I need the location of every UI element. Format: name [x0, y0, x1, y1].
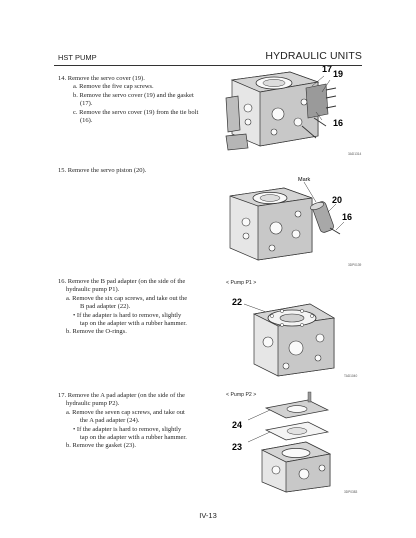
figure-a-pad-adapter — [226, 390, 358, 494]
step-line: b. Remove the O-rings. — [66, 328, 127, 336]
step-line: tap on the adapter with a rubber hammer. — [80, 320, 187, 328]
step-14 — [58, 75, 213, 125]
step-line: 14. Remove the servo cover (19). — [58, 75, 145, 82]
pump-p1-drawing — [226, 278, 358, 378]
step-line: hydraulic pump P1). — [66, 286, 120, 294]
step-line: 17. Remove the A pad adapter (on the side of the — [58, 392, 185, 399]
figure-servo-piston — [220, 168, 360, 268]
callout-16: 16 — [333, 118, 344, 128]
step-line: the A pad adapter (24). — [80, 417, 140, 425]
figure-caption: < Pump P2 > — [226, 392, 257, 398]
callout-17: 17 — [322, 66, 333, 74]
figure-servo-cover — [218, 66, 362, 158]
pump-housing-drawing — [220, 168, 360, 268]
callout-20: 20 — [332, 195, 343, 205]
callout-16: 16 — [342, 212, 353, 222]
step-line: c. Remove the servo cover (19) from the tie bolt — [73, 108, 199, 116]
chapter-title: HYDRAULIC UNITS — [265, 50, 362, 62]
page-number: IV-13 — [199, 511, 217, 520]
step-16 — [58, 278, 213, 337]
section-title: HST PUMP — [58, 53, 97, 62]
figure-id: 3DP0383 — [344, 490, 358, 494]
step-line: a. Remove the six cap screws, and take out the — [66, 294, 188, 302]
figure-id: 3AD1314 — [348, 152, 362, 156]
figure-caption: < Pump P1 > — [226, 280, 257, 286]
step-line: b. Remove the gasket (23). — [66, 442, 137, 450]
figure-id: TAD1040 — [344, 374, 358, 378]
callout-24: 24 — [232, 420, 243, 430]
figure-b-pad-adapter — [226, 278, 358, 378]
step-line: hydraulic pump P2). — [66, 400, 120, 408]
step-line: a. Remove the seven cap screws, and take out — [66, 408, 185, 416]
step-line: b. Remove the servo cover (19) and the gasket — [73, 91, 194, 99]
step-line: • If the adapter is hard to remove, slightly — [73, 425, 182, 433]
callout-19: 19 — [333, 69, 344, 79]
step-17 — [58, 392, 213, 451]
pump-p2-drawing — [226, 390, 358, 494]
mark-label: Mark — [298, 177, 311, 183]
page-header — [54, 49, 362, 64]
step-line: 15. Remove the servo piston (20). — [58, 167, 147, 174]
step-line: tap on the adapter with a rubber hammer. — [80, 434, 187, 442]
callout-22: 22 — [232, 297, 243, 307]
step-15 — [58, 167, 213, 175]
step-line: • If the adapter is hard to remove, slightly — [73, 311, 182, 319]
pump-housing-drawing — [218, 66, 358, 158]
step-line: (16). — [80, 117, 93, 125]
step-line: (17). — [80, 100, 93, 108]
step-line: B pad adapter (22). — [80, 303, 131, 311]
figure-id: 3DP0139 — [348, 263, 362, 267]
step-line: a. Remove the five cap screws. — [73, 83, 154, 91]
callout-23: 23 — [232, 442, 243, 452]
step-line: 16. Remove the B pad adapter (on the side of the — [58, 278, 186, 285]
